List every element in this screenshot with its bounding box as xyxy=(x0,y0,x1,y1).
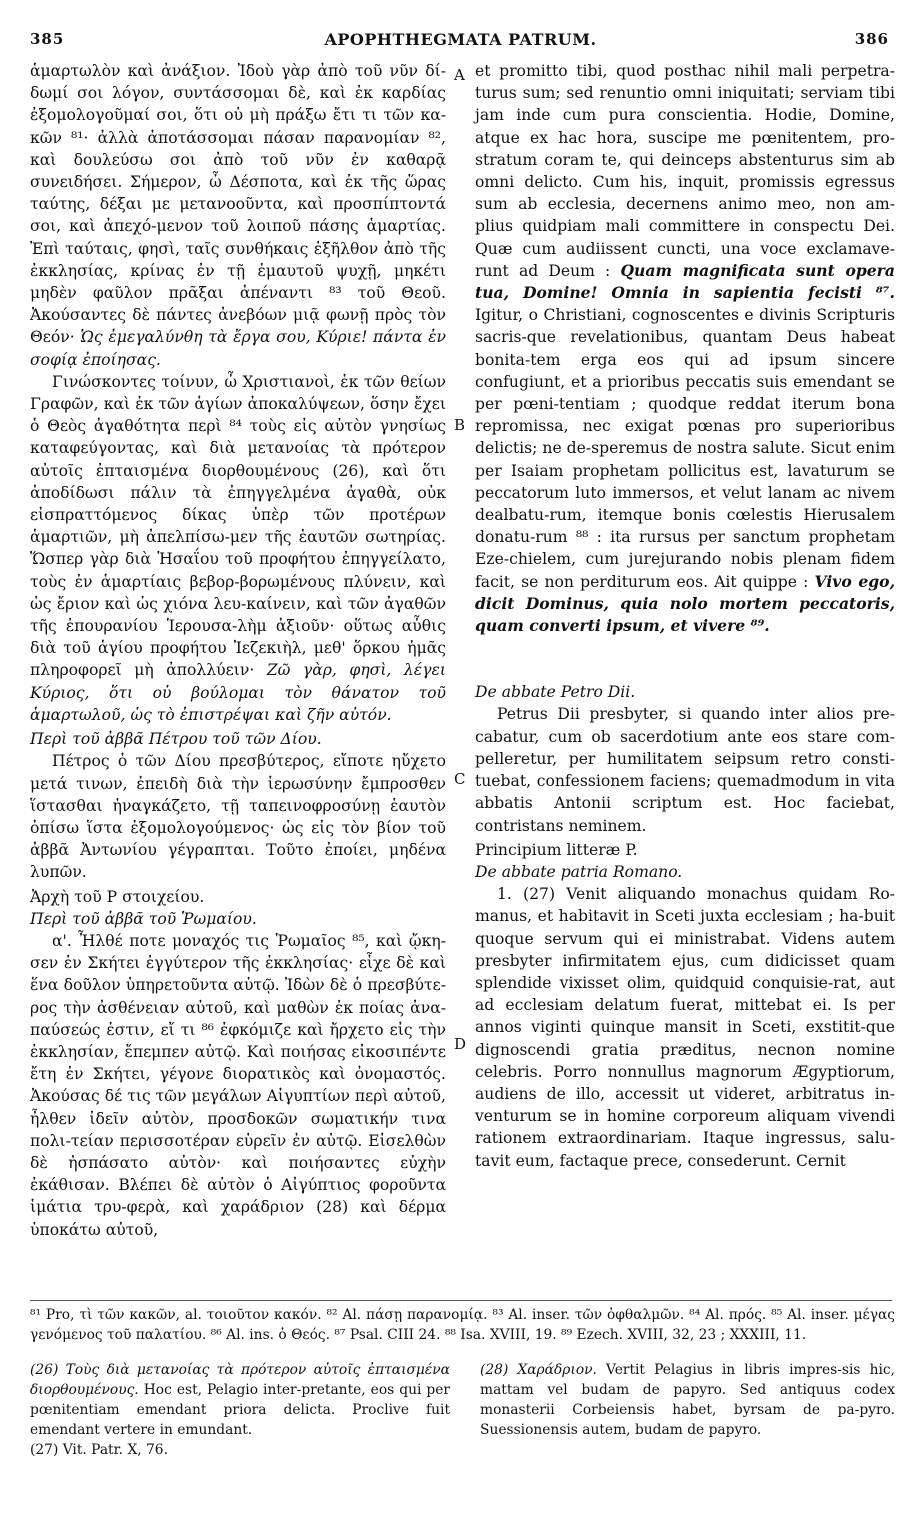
note-26-text: Hoc est, Pelagio inter-pretante, eos qui per pœnitentiam emendant priora delicta. Proclive fuit emendant vertere in emundant. xyxy=(30,1382,450,1438)
page-number-left: 385 xyxy=(30,30,65,48)
running-title: APOPHTHEGMATA PATRUM. xyxy=(324,30,597,49)
greek-paragraph-1 xyxy=(30,60,446,371)
greek-paragraph-3: Πέτρος ὁ τῶν Δίου πρεσβύτερος, εἴποτε ηὔχετο μετά τινων, ἐπειδὴ διὰ τὴν ἱερωσύνην ἔμπροσθεν ἵστασθαι ἠναγκάζετο, τῇ ταπεινοφροσύνῃ ἑαυτὸν ὀπίσω ἵστα ἐξομολογούμενος· ὡς εἰς τὸν βίον τοῦ ἀββᾶ Ἀντωνίου γέγραπται. Τοῦτο ἐποίει, μηδένα λυπῶν. xyxy=(30,752,446,882)
margin-letter-d: D xyxy=(454,1035,467,1053)
greek-paragraph-4: α'. Ἦλθέ ποτε μοναχός τις Ῥωμαῖος ⁸⁵, καὶ ᾤκη-σεν ἐν Σκήτει ἐγγύτερον τῆς ἐκκλησίας· εἶχε δὲ καὶ ἕνα δοῦλον ὑπηρετοῦντα αὐτῷ. Ἰδὼν δὲ ὁ πρεσβύτε-ρος τὴν ἀσθένειαν αὐτοῦ, καὶ μαθὼν ἐκ ποίας ἀνα-παύσεώς ἐστιν, εἴ τι ⁸⁶ ἐφκόμιζε καὶ ἤρχετο εἰς τὴν ἐκκλησίαν, ἔπεμπεν αὐτῷ. Καὶ ποιήσας εἰκοσιπέντε ἔτη ἐν Σκήτει, γέγονε διορατικὸς καὶ ὀνομαστός. Ἀκούσας δέ τις τῶν μεγάλων Αἰγυπτίων περὶ αὐτοῦ, ἦλθεν ἰδεῖν αὐτὸν, προσδοκῶν σωματικήν τινα πολι-τείαν περισσοτέραν εὑρεῖν ἐν αὐτῷ. Εἰσελθὼν δὲ ἠσπάσατο αὐτὸν· καὶ ποιήσαντες εὐχὴν ἐκάθισαν. Βλέπει δὲ αὐτὸν ὁ Αἰγύπτιος φοροῦντα ἱμάτια τρυ-φερὰ, καὶ χαράδριον (28) καὶ δέρμα ὑποκάτω αὐτοῦ, xyxy=(30,931,446,1239)
margin-letter-b: B xyxy=(454,416,466,434)
note-26-greek: (26) Τοὺς διὰ μετανοίας τὰ πρότερον αὐτοῖς ἐπταισμένα διορθουμένους. xyxy=(30,1362,450,1398)
greek-heading-roman: Περὶ τοῦ ἀββᾶ τοῦ Ῥωμαίου. xyxy=(30,909,257,928)
latin-p1-quote: Quam magnificata sunt opera tua, Domine! Omnia in sapientia fecisti ⁸⁷. xyxy=(475,260,895,303)
margin-letter-a: A xyxy=(454,66,465,84)
footnotes xyxy=(30,1305,895,1345)
notes-left xyxy=(30,1360,450,1460)
greek-paragraph-2 xyxy=(30,371,446,726)
note-28-text: Vertit Pelagius in libris impres-sis hic, mattam vel budam de papyro. Sed antiquus codex monasterii Corbeiensis habet, byrsam de pa-pyro. Suessionensis autem, budam de papyro. xyxy=(480,1362,896,1438)
note-28 xyxy=(480,1360,895,1440)
greek-column xyxy=(30,60,446,1241)
latin-paragraph-3: 1. (27) Venit aliquando monachus quidam Ro-manus, et habitavit in Sceti juxta ecclesiam ; ha-buit quoque servum qui ei ministrabat. Videns autem presbyter infirmitatem ejus, cum didicisset quam splendide vixisset olim, quidquid conquisie-rat, aut ad ecclesiam delatum fuerat, mittebat ei. Is per annos viginti quinque mansit in Sceti, exstitit-que dignoscendi gratia præditus, necnon nomine celebris. Porro nonnullus magnorum Ægyptiorum, audiens de illo, accessit ut videret, arbitratus in-venturum se in homine corporeum aliquam vivendi rationem extraordinariam. Itaque ingressus, salu-tavit eum, factaque prece, consederunt. Cernit xyxy=(475,885,895,1170)
greek-p2-text: Γινώσκοντες τοίνυν, ὦ Χριστιανοὶ, ἐκ τῶν θείων Γραφῶν, καὶ ἐκ τῶν ἁγίων ἀποκαλύψεων, ὅσην ἔχει ὁ Θεὸς ἀγαθότητα περὶ ⁸⁴ τοὺς εἰς αὐτὸν γνησίως καταφεύγοντας, καὶ διὰ μετανοίας τὰ πρότερον αὐτοῖς ἐπταισμένα διορθουμένους (26), καὶ ὅτι ἀποδίδωσι πάλιν τὰ ἐπηγγελμένα ἀγαθὰ, οὐκ εἰσπραττόμενος δίκας ὑπὲρ τῶν προτέρων ἁμαρτιῶν, μὴ ἀπελπίσω-μεν τῆς ἑαυτῶν σωτηρίας. Ὥσπερ γὰρ διὰ Ἡσαΐου τοῦ προφήτου ἐπηγγείλατο, τοὺς ἐν ἁμαρτίαις βεβορ-βορωμένους πλύνειν, καὶ ὡς ἔριον καὶ ὡς χιόνα λευ-καίνειν, καὶ τῶν ἀγαθῶν τῆς ἐπουρανίου Ἱερουσα-λὴμ ἀξιοῦν· οὕτως αὖθις διὰ τοῦ ἁγίου προφήτου Ἰεζεκιὴλ, μεθ' ὅρκου ἡμᾶς πληροφορεῖ μὴ ἀπολλύειν· xyxy=(30,372,446,680)
note-27: (27) Vit. Patr. X, 76. xyxy=(30,1442,168,1458)
page-number-right: 386 xyxy=(854,30,889,48)
latin-p1-text: et promitto tibi, quod posthac nihil mali perpetra-turus sum; sed renuntio omni iniquitati; serviam tibi jam inde cum pura conscientia. Hodie, Domine, atque ex hac hora, suscipe me pœnitentem, pro-stratum coram te, qui deinceps abstenturus sim ab omni delicto. Cum his, inquit, promissis egressus sum ab ecclesia, decernens animo meo, non am-plius quidpiam mali committere in conspectu Dei. Quæ cum audiissent cuncti, una voce exclamave-runt ad Deum : xyxy=(475,62,895,280)
greek-p2-quote: Ζῶ γὰρ, φησὶ, λέγει Κύριος, ὅτι οὐ βούλομαι τὸν θάνατον τοῦ ἁμαρτωλοῦ, ὡς τὸ ἐπιστρέψαι καὶ ζῆν αὐτόν. xyxy=(30,661,446,724)
latin-spacer xyxy=(475,637,895,681)
note-26 xyxy=(30,1360,450,1440)
latin-p1b-text: Igitur, o Christiani, cognoscentes e divinis Scripturis sacris-que revelationibus, quantam Deus habeat bonita-tem erga eos qui ad ipsum sincere confugiunt, et a prioribus peccatis suis emendant se per pœni-tentiam ; quodque reddat iterum bona repromissa, nec exigat pœnas pro superioribus delictis; ne de-speremus de nostra salute. Sicut enim per Isaiam prophetam pollicitus est, lavaturum se peccatorum luto immersos, et velut lanam ac nivem dealbatu-rum, itemque bonis cœlestis Hierusalem donatu-rum ⁸⁸ : ita rursus per sanctum prophetam Eze-chielem, cum jurejurando nobis plenam fidem facit, se non perditurum eos. Ait quippe : xyxy=(475,306,895,591)
notes-right xyxy=(480,1360,895,1440)
latin-column xyxy=(475,60,895,1172)
latin-heading-peter: De abbate Petro Dii. xyxy=(475,683,636,702)
greek-p1-quote: Ὡς ἐμεγαλύνθη τὰ ἔργα σου, Κύριε! πάντα ἐν σοφίᾳ ἐποίησας. xyxy=(30,328,446,369)
page-header xyxy=(0,12,921,52)
latin-p1-quote2: Vivo ego, dicit Dominus, quia nolo mortem peccatoris, quam converti ipsum, et vivere ⁸⁹. xyxy=(475,571,895,636)
latin-heading-letter: Principium litteræ P. xyxy=(475,840,638,859)
greek-heading-letter: Ἀρχὴ τοῦ Ρ στοιχείου. xyxy=(30,887,205,906)
margin-letter-c: C xyxy=(454,770,466,788)
footnote-rule xyxy=(30,1300,892,1301)
latin-paragraph-1 xyxy=(475,60,895,637)
latin-heading-roman: De abbate patria Romano. xyxy=(475,862,683,881)
greek-heading-peter: Περὶ τοῦ ἀββᾶ Πέτρου τοῦ τῶν Δίου. xyxy=(30,730,322,749)
footnote-line: ⁸¹ Pro, τὶ τῶν κακῶν, al. τοιοῦτον κακόν. ⁸² Al. πάσῃ παρανομίᾳ. ⁸³ Al. inser. τῶν ὀφθαλμῶν. ⁸⁴ Al. πρός. ⁸⁵ Al. inser. μέγας γενόμενος τοῦ παλατίου. ⁸⁶ Al. ins. ὁ Θεός. ⁸⁷ Psal. CIII 24. ⁸⁸ Isa. XVIII, 19. ⁸⁹ Ezech. XVIII, 32, 23 ; XXXIII, 11. xyxy=(30,1307,895,1343)
latin-paragraph-2: Petrus Dii presbyter, si quando inter alios pre-cabatur, cum ob sacerdotium ante eos stare com-pelleretur, per humilitatem seipsum retro consti-tuebat, confessionem faciens; quemadmodum in vita abbatis Antonii scriptum est. Hoc faciebat, contristans neminem. xyxy=(475,705,895,835)
note-28-greek: (28) Χαράδριον. xyxy=(480,1362,597,1378)
greek-p1-text: ἁμαρτωλὸν καὶ ἀνάξιον. Ἰδοὺ γὰρ ἀπὸ τοῦ νῦν δί-δωμί σοι λόγον, συντάσσομαι δὲ, καὶ ἐκ καρδίας ἐξομολογοῦμαί σοι, ὅτι οὐ μὴ πράξω ἔτι τι τῶν κα-κῶν ⁸¹· ἀλλὰ ἀποτάσσομαι πάσαν παρανομίαν ⁸², καὶ δουλεύσω σοι ἀπὸ τοῦ νῦν ἐν καθαρᾷ συνειδήσει. Σήμερον, ὦ Δέσποτα, καὶ ἐκ τῆς ὥρας ταύτης, δέξαι με μετανοοῦντα, καὶ προσπίπτοντά σοι, καὶ ἀπεχό-μενον τοῦ λοιποῦ πάσης ἁμαρτίας. Ἐπὶ ταύταις, φησὶ, ταῖς συνθήκαις ἐξῆλθον ἀπὸ τῆς ἐκκλησίας, κρίνας ἐν τῇ ἐμαυτοῦ ψυχῇ, μηκέτι μηδὲν φαῦλον πρᾶξαι ἀπέναντι ⁸³ τοῦ Θεοῦ. Ἀκούσαντες δὲ πάντες ἀνεβόων μιᾷ φωνῇ πρὸς τὸν Θεόν· xyxy=(30,62,446,347)
